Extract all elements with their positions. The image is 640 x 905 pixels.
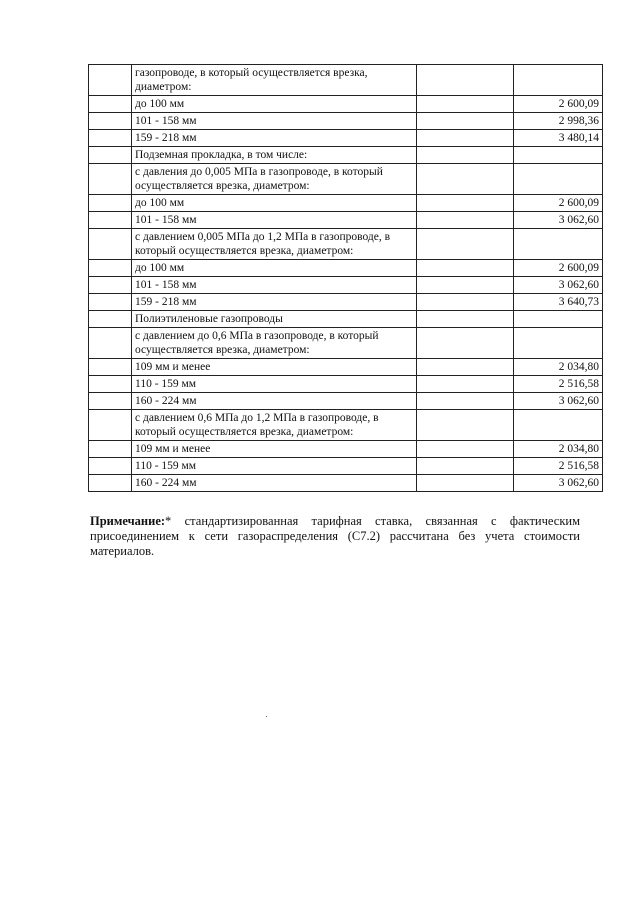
value-cell [514, 328, 603, 359]
unit-cell [417, 359, 514, 376]
value-cell: 3 062,60 [514, 393, 603, 410]
table-row [89, 311, 603, 328]
unit-cell [417, 328, 514, 359]
value-cell: 2 034,80 [514, 441, 603, 458]
description-cell: Полиэтиленовые газопроводы [132, 311, 417, 328]
index-cell [89, 147, 132, 164]
index-cell [89, 65, 132, 96]
unit-cell [417, 96, 514, 113]
table-row [89, 229, 603, 260]
index-cell [89, 164, 132, 195]
value-cell: 3 062,60 [514, 277, 603, 294]
unit-cell [417, 294, 514, 311]
value-cell [514, 65, 603, 96]
unit-cell [417, 393, 514, 410]
description-cell: 109 мм и менее [132, 441, 417, 458]
description-cell: газопроводе, в который осуществляется врезка, диаметром: [132, 65, 417, 96]
table-row [89, 130, 603, 147]
description-cell: 159 - 218 мм [132, 294, 417, 311]
value-cell: 2 600,09 [514, 260, 603, 277]
description-cell: Подземная прокладка, в том числе: [132, 147, 417, 164]
table-row [89, 376, 603, 393]
table-row [89, 277, 603, 294]
unit-cell [417, 458, 514, 475]
table-row [89, 113, 603, 130]
table-row [89, 212, 603, 229]
description-cell: с давлением 0,6 МПа до 1,2 МПа в газопроводе, в который осуществляется врезка, диаметром: [132, 410, 417, 441]
index-cell [89, 113, 132, 130]
index-cell [89, 441, 132, 458]
description-cell: 101 - 158 мм [132, 277, 417, 294]
unit-cell [417, 130, 514, 147]
index-cell [89, 277, 132, 294]
value-cell: 3 640,73 [514, 294, 603, 311]
unit-cell [417, 376, 514, 393]
unit-cell [417, 410, 514, 441]
unit-cell [417, 260, 514, 277]
table-row [89, 164, 603, 195]
tariff-table-body [89, 65, 603, 492]
description-cell: 159 - 218 мм [132, 130, 417, 147]
index-cell [89, 212, 132, 229]
table-row [89, 195, 603, 212]
index-cell [89, 311, 132, 328]
value-cell: 2 034,80 [514, 359, 603, 376]
table-row [89, 441, 603, 458]
unit-cell [417, 195, 514, 212]
unit-cell [417, 277, 514, 294]
description-cell: до 100 мм [132, 195, 417, 212]
value-cell: 3 062,60 [514, 212, 603, 229]
description-cell: 160 - 224 мм [132, 475, 417, 492]
index-cell [89, 294, 132, 311]
value-cell: 2 600,09 [514, 195, 603, 212]
unit-cell [417, 164, 514, 195]
index-cell [89, 130, 132, 147]
index-cell [89, 359, 132, 376]
table-row [89, 294, 603, 311]
description-cell: 110 - 159 мм [132, 376, 417, 393]
index-cell [89, 410, 132, 441]
value-cell [514, 410, 603, 441]
value-cell [514, 164, 603, 195]
index-cell [89, 96, 132, 113]
table-row [89, 147, 603, 164]
index-cell [89, 475, 132, 492]
unit-cell [417, 113, 514, 130]
value-cell [514, 147, 603, 164]
description-cell: 101 - 158 мм [132, 113, 417, 130]
index-cell [89, 229, 132, 260]
tariff-table [88, 64, 603, 492]
index-cell [89, 195, 132, 212]
table-row [89, 458, 603, 475]
value-cell: 2 516,58 [514, 376, 603, 393]
value-cell: 2 998,36 [514, 113, 603, 130]
table-row [89, 393, 603, 410]
table-row [89, 410, 603, 441]
description-cell: 160 - 224 мм [132, 393, 417, 410]
value-cell: 2 600,09 [514, 96, 603, 113]
index-cell [89, 458, 132, 475]
description-cell: 109 мм и менее [132, 359, 417, 376]
value-cell [514, 311, 603, 328]
unit-cell [417, 475, 514, 492]
table-row [89, 328, 603, 359]
description-cell: с давлением до 0,6 МПа в газопроводе, в который осуществляется врезка, диаметром: [132, 328, 417, 359]
index-cell [89, 260, 132, 277]
value-cell [514, 229, 603, 260]
unit-cell [417, 229, 514, 260]
value-cell: 3 062,60 [514, 475, 603, 492]
value-cell: 3 480,14 [514, 130, 603, 147]
unit-cell [417, 212, 514, 229]
description-cell: с давления до 0,005 МПа в газопроводе, в который осуществляется врезка, диаметром: [132, 164, 417, 195]
unit-cell [417, 441, 514, 458]
index-cell [89, 328, 132, 359]
table-row [89, 359, 603, 376]
note-text: * стандартизированная тарифная ставка, связанная с фактическим присоединением к сети газораспределения (С7.2) рассчитана без учета стоимости материалов. [90, 514, 580, 558]
note-label: Примечание: [90, 514, 166, 528]
unit-cell [417, 147, 514, 164]
table-row [89, 475, 603, 492]
note-paragraph [90, 514, 580, 559]
value-cell: 2 516,58 [514, 458, 603, 475]
description-cell: с давлением 0,005 МПа до 1,2 МПа в газопроводе, в который осуществляется врезка, диаметром: [132, 229, 417, 260]
description-cell: 110 - 159 мм [132, 458, 417, 475]
table-row [89, 96, 603, 113]
index-cell [89, 376, 132, 393]
index-cell [89, 393, 132, 410]
table-row [89, 65, 603, 96]
unit-cell [417, 65, 514, 96]
scan-speck [266, 716, 267, 717]
description-cell: 101 - 158 мм [132, 212, 417, 229]
description-cell: до 100 мм [132, 260, 417, 277]
description-cell: до 100 мм [132, 96, 417, 113]
unit-cell [417, 311, 514, 328]
table-row [89, 260, 603, 277]
